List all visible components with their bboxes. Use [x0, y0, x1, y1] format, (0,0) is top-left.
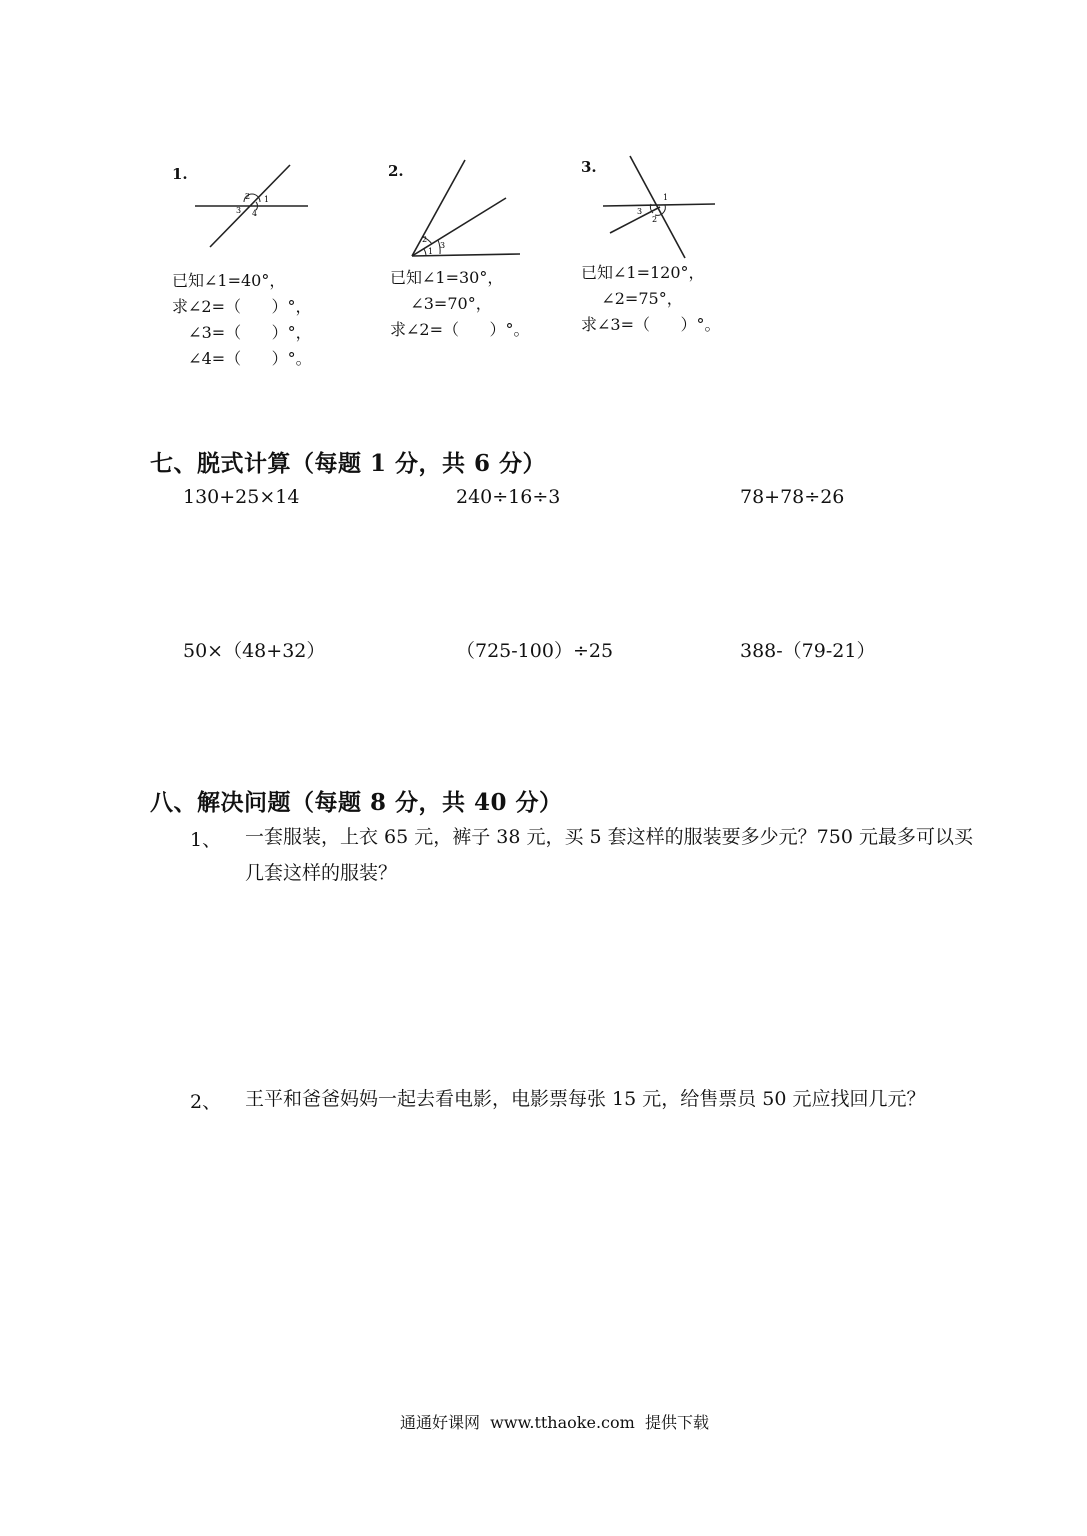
problem-2-text: 王平和爸爸妈妈一起去看电影，电影票每张 15 元，给售票员 50 元应找回几元？ [245, 1088, 926, 1110]
figure-1-angle-label-2: 2 [245, 192, 251, 201]
section-8-title: 八、解决问题（每题 8 分，共 40 分） [150, 789, 563, 816]
figure-3-angle-label-2: 2 [652, 215, 658, 224]
figure-1-angle-label-4: 4 [252, 209, 258, 218]
figure-3-diagram [575, 150, 745, 265]
figure-2-line-1: 已知∠1=30°， [390, 268, 504, 287]
figure-3 [575, 150, 745, 350]
figure-1-angle-label-3: 3 [236, 206, 242, 215]
problem-1-text: 一套服装，上衣 65 元，裤子 38 元，买 5 套这样的服装要多少元？750 元最多可以买几套这样的服装？ [245, 826, 973, 884]
problem-2-number: 2、 [190, 1091, 222, 1113]
figure-3-angle-label-1: 1 [663, 193, 669, 202]
figure-2-line-3: 求∠2=（ ）°。 [390, 320, 530, 339]
expression-5: （725-100）÷25 [456, 640, 614, 662]
expression-2: 240÷16÷3 [456, 486, 561, 508]
expression-1: 130+25×14 [183, 486, 300, 508]
figure-2-number: 2. [388, 162, 404, 180]
problem-1-number: 1、 [190, 829, 222, 851]
figure-1 [160, 150, 330, 380]
figure-1-line-4: ∠4=（ ）°。 [178, 349, 312, 368]
figure-1-number: 1. [172, 165, 188, 183]
figure-2 [380, 150, 550, 350]
section-7-title: 七、脱式计算（每题 1 分，共 6 分） [150, 450, 547, 477]
page-footer: 通通好课网 www.tthaoke.com 提供下载 [400, 1413, 709, 1432]
figure-3-number: 3. [581, 158, 597, 176]
figure-3-line-2: ∠2=75°， [581, 289, 683, 308]
figure-2-angle-label-2: 2 [422, 235, 428, 244]
figure-1-line-2: 求∠2=（ ）°， [172, 297, 312, 316]
figure-2-diagram [380, 150, 550, 265]
figure-1-angle-label-1: 1 [264, 195, 270, 204]
expression-4: 50×（48+32） [183, 640, 326, 662]
figure-3-line-1: 已知∠1=120°， [581, 263, 705, 282]
figure-2-angle-label-1: 1 [428, 247, 434, 256]
figure-3-line-3: 求∠3=（ ）°。 [581, 315, 721, 334]
figure-3-angle-label-3: 3 [637, 207, 643, 216]
figure-2-angle-label-3: 3 [440, 241, 446, 250]
expression-3: 78+78÷26 [740, 486, 845, 508]
figure-1-line-3: ∠3=（ ）°， [178, 323, 312, 342]
figure-2-line-2: ∠3=70°， [390, 294, 492, 313]
expression-6: 388-（79-21） [740, 640, 876, 662]
figure-1-line-1: 已知∠1=40°， [172, 271, 286, 290]
